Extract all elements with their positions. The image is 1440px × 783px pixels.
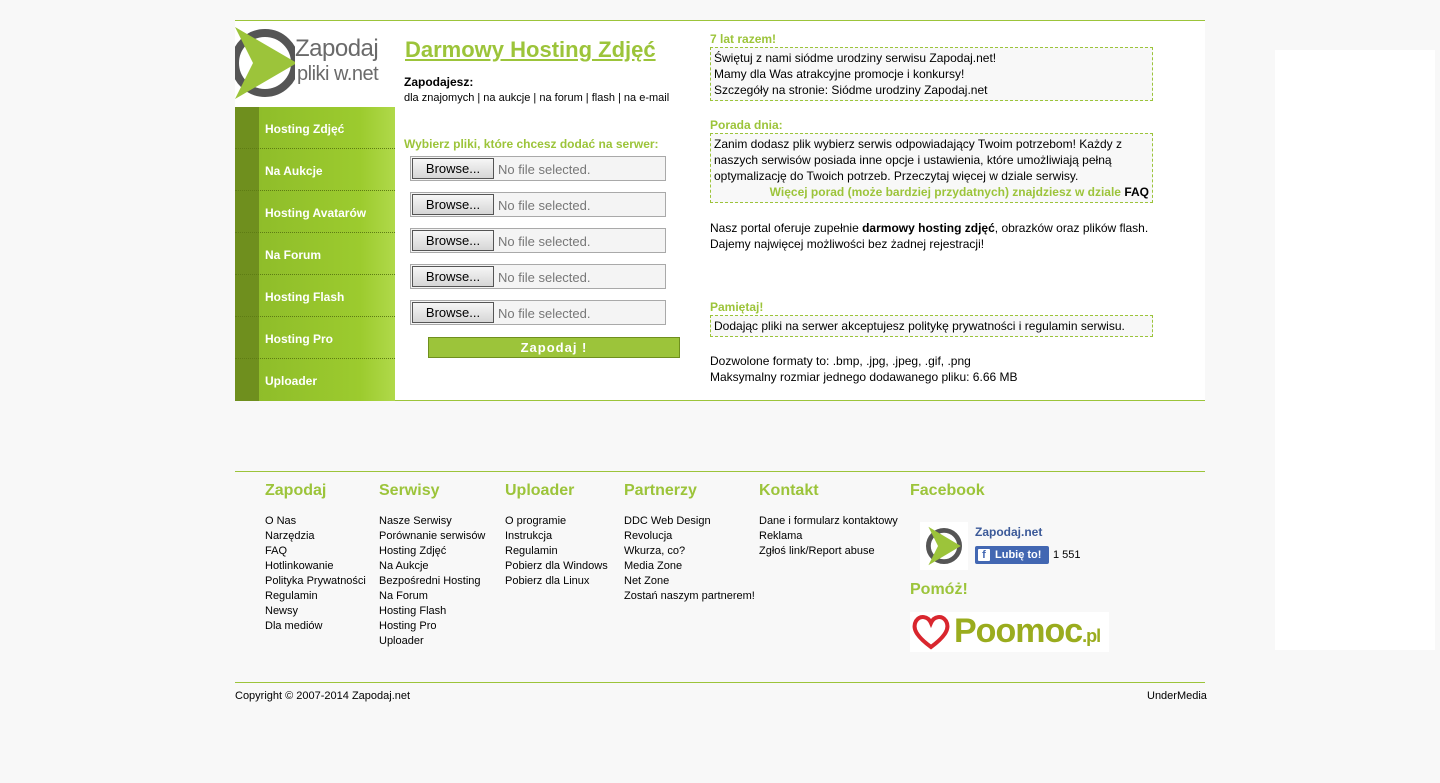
footer-col-facebook — [910, 482, 985, 514]
footer-link[interactable]: Zgłoś link/Report abuse — [759, 545, 875, 557]
footer-link[interactable]: Zostań naszym partnerem! — [624, 590, 755, 602]
file-input-5[interactable] — [410, 300, 666, 325]
remember-title: Pamiętaj! — [710, 300, 764, 314]
footer-link[interactable]: Uploader — [379, 635, 424, 647]
poomoc-logo-text: Poomoc.pl — [954, 612, 1101, 650]
zapodajesz-label: Zapodajesz: — [404, 75, 474, 89]
sidebar-nav — [235, 107, 395, 401]
nav-item-hosting-zdjec[interactable] — [235, 107, 395, 149]
footer-link[interactable]: Pobierz dla Linux — [505, 575, 590, 587]
portal-pre: Nasz portal oferuje zupełnie — [710, 221, 863, 235]
footer-col-kontakt — [759, 482, 898, 559]
nav-item-label: Na Forum — [265, 248, 322, 262]
logo[interactable] — [235, 21, 395, 107]
nav-item-na-aukcje[interactable] — [235, 149, 395, 191]
nav-item-label: Hosting Zdjęć — [265, 122, 345, 136]
logo-arrow-icon — [920, 522, 968, 570]
main-panel — [235, 20, 1205, 401]
facebook-widget — [920, 522, 1100, 572]
file-input-4[interactable] — [410, 264, 666, 289]
anniversary-line: Mamy dla Was atrakcyjne promocje i konkursy! — [714, 67, 965, 81]
footer-link[interactable]: Porównanie serwisów — [379, 530, 486, 542]
nav-item-label: Hosting Pro — [265, 332, 333, 346]
footer-link[interactable]: Regulamin — [505, 545, 558, 557]
file-input-value: No file selected. — [498, 198, 591, 213]
portal-description — [710, 220, 1148, 252]
footer-link[interactable]: Instrukcja — [505, 530, 553, 542]
fb-like-count: 1 551 — [1053, 549, 1081, 561]
browse-button[interactable]: Browse... — [412, 230, 494, 251]
tip-title: Porada dnia: — [710, 118, 783, 132]
footer-link[interactable]: Polityka Prywatności — [265, 575, 366, 587]
file-input-1[interactable] — [410, 156, 666, 181]
nav-item-hosting-flash[interactable] — [235, 275, 395, 317]
upload-limits — [710, 353, 1018, 385]
footer-link[interactable]: O programie — [505, 515, 567, 527]
footer-col-zapodaj — [265, 482, 366, 634]
anniversary-box — [710, 47, 1153, 101]
footer-col-title: Serwisy — [379, 482, 440, 499]
footer-col-title: Uploader — [505, 482, 575, 499]
logo-line2: pliki w.net — [297, 63, 379, 85]
footer-link[interactable]: O Nas — [265, 515, 297, 527]
tip-box — [710, 133, 1153, 203]
portal-line2: Dajemy najwięcej możliwości bez żadnej rejestracji! — [710, 237, 985, 251]
footer-col-title: Zapodaj — [265, 482, 327, 499]
remember-box — [710, 315, 1153, 337]
footer-link[interactable]: Hosting Flash — [379, 605, 447, 617]
undermedia-link[interactable]: UnderMedia — [1147, 690, 1207, 702]
file-input-value: No file selected. — [498, 162, 591, 177]
footer-link[interactable]: Nasze Serwisy — [379, 515, 452, 527]
fb-like-button[interactable] — [975, 546, 1049, 564]
browse-button[interactable]: Browse... — [412, 302, 494, 323]
nav-item-label: Hosting Avatarów — [265, 206, 367, 220]
file-input-2[interactable] — [410, 192, 666, 217]
browse-button[interactable]: Browse... — [412, 194, 494, 215]
submit-button[interactable]: Zapodaj ! — [428, 337, 680, 358]
nav-item-hosting-pro[interactable] — [235, 317, 395, 359]
footer-link[interactable]: Dla mediów — [265, 620, 323, 632]
file-input-value: No file selected. — [498, 270, 591, 285]
portal-post: , obrazków oraz plików flash. — [994, 221, 1149, 235]
max-size: Maksymalny rozmiar jednego dodawanego pliku: 6.66 MB — [710, 370, 1018, 384]
anniversary-line[interactable]: Szczegóły na stronie: Siódme urodziny Zapodaj.net — [714, 83, 988, 97]
file-input-value: No file selected. — [498, 306, 591, 321]
footer-link[interactable]: Dane i formularz kontaktowy — [759, 515, 898, 527]
nav-item-label: Na Aukcje — [265, 164, 323, 178]
footer-link[interactable]: Media Zone — [624, 560, 683, 572]
footer-col-uploader — [505, 482, 608, 589]
allowed-formats: Dozwolone formaty to: .bmp, .jpg, .jpeg, .gif, .png — [710, 354, 971, 368]
portal-bold: darmowy hosting zdjęć — [862, 221, 995, 235]
nav-item-na-forum[interactable] — [235, 233, 395, 275]
footer-col-serwisy — [379, 482, 485, 649]
browse-button[interactable]: Browse... — [412, 266, 494, 287]
footer-link[interactable]: Hosting Zdjęć — [379, 545, 447, 557]
fb-like-label: Lubię to! — [995, 549, 1042, 561]
footer-col-title: Kontakt — [759, 482, 819, 499]
facebook-icon: f — [978, 549, 990, 561]
file-input-value: No file selected. — [498, 234, 591, 249]
nav-item-label: Hosting Flash — [265, 290, 345, 304]
copyright: Copyright © 2007-2014 Zapodaj.net — [235, 690, 411, 702]
footer-link[interactable]: Hotlinkowanie — [265, 560, 334, 572]
heart-icon — [910, 612, 952, 652]
footer-col-partnerzy — [624, 482, 755, 604]
nav-item-hosting-avatarow[interactable] — [235, 191, 395, 233]
footer-link[interactable]: Wkurza, co? — [624, 545, 686, 557]
ad-placeholder — [1275, 50, 1435, 650]
page-title[interactable]: Darmowy Hosting Zdjęć — [405, 37, 656, 62]
poomoc-banner[interactable] — [910, 612, 1109, 652]
browse-button[interactable]: Browse... — [412, 158, 494, 179]
footer — [235, 471, 1205, 683]
footer-link[interactable]: Hosting Pro — [379, 620, 437, 632]
footer-link[interactable]: DDC Web Design — [624, 515, 711, 527]
zapodajesz-links[interactable]: dla znajomych | na aukcje | na forum | flash | na e-mail — [404, 92, 670, 104]
footer-link[interactable]: Newsy — [265, 605, 299, 617]
nav-item-uploader[interactable] — [235, 359, 395, 401]
footer-col-title: Facebook — [910, 482, 985, 499]
help-title: Pomóż! — [910, 581, 968, 598]
tip-text: Zanim dodasz plik wybierz serwis odpowiadający Twoim potrzebom! Każdy z naszych serwisów posiada inne opcje i ustawienia, które umożliwiają pełną optymalizację do Twoich potrzeb. Przeczytaj więcej w dziale serwisy. — [714, 137, 1122, 183]
footer-link[interactable]: Bezpośredni Hosting — [379, 575, 481, 587]
footer-link[interactable]: Regulamin — [265, 590, 318, 602]
footer-link[interactable]: FAQ — [265, 545, 288, 557]
faq-link[interactable]: FAQ — [1124, 185, 1149, 199]
footer-link[interactable]: Net Zone — [624, 575, 670, 587]
fb-page-name[interactable]: Zapodaj.net — [975, 525, 1043, 539]
anniversary-title: 7 lat razem! — [710, 32, 777, 46]
footer-link[interactable]: Reklama — [759, 530, 803, 542]
nav-item-label: Uploader — [265, 374, 318, 388]
fb-page-logo[interactable] — [920, 522, 968, 570]
file-input-3[interactable] — [410, 228, 666, 253]
choose-files-label: Wybierz pliki, które chcesz dodać na serwer: — [404, 137, 659, 151]
tip-more-text: Więcej porad (może bardziej przydatnych) znajdziesz w dziale — [769, 185, 1121, 199]
footer-link[interactable]: Revolucja — [624, 530, 673, 542]
footer-link[interactable]: Narzędzia — [265, 530, 315, 542]
footer-link[interactable]: Pobierz dla Windows — [505, 560, 608, 572]
logo-line1: Zapodaj — [295, 35, 379, 62]
tip-more — [714, 184, 1149, 200]
footer-col-title: Partnerzy — [624, 482, 697, 499]
remember-text: Dodając pliki na serwer akceptujesz politykę prywatności i regulamin serwisu. — [714, 319, 1125, 333]
anniversary-line: Świętuj z nami siódme urodziny serwisu Zapodaj.net! — [714, 51, 997, 65]
logo-arrow-icon — [235, 23, 295, 103]
footer-link[interactable]: Na Forum — [379, 590, 428, 602]
footer-link[interactable]: Na Aukcje — [379, 560, 429, 572]
